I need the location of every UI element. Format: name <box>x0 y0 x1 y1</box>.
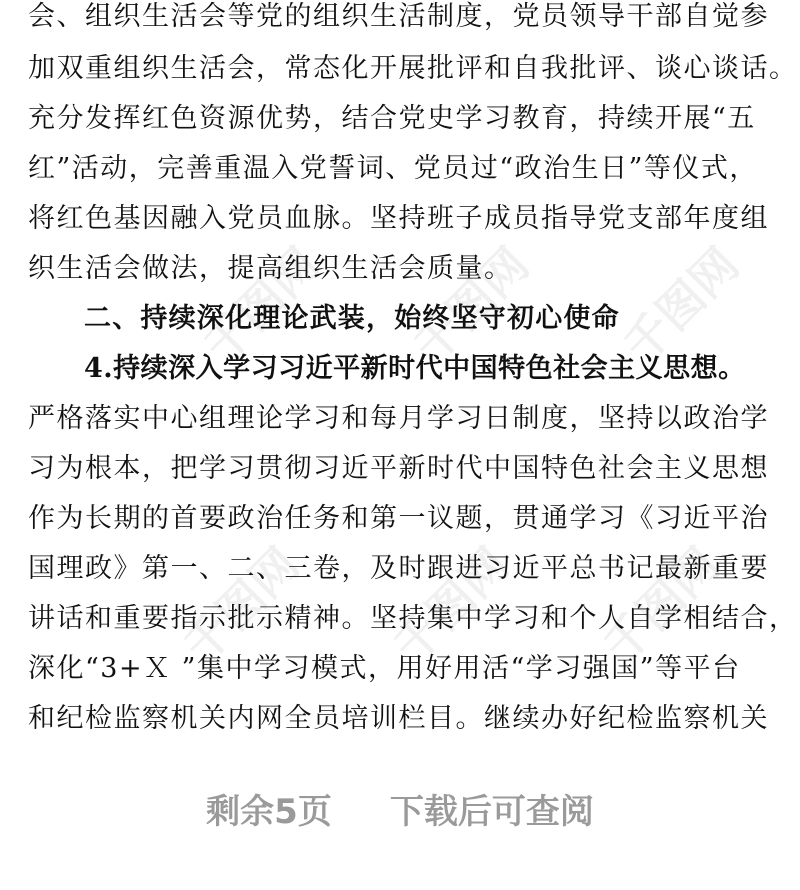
watermark: 千图网 <box>593 537 730 674</box>
download-hint-label[interactable]: 下载后可查阅 <box>389 792 594 832</box>
paragraph-line: 严格落实中心组理论学习和每月学习日制度，坚持以政治学 <box>28 403 769 434</box>
paragraph-line: 深化“3+Ｘ ”集中学习模式，用好用活“学习强国”等平台 <box>28 653 741 684</box>
paragraph-line: 习为根本，把学习贯彻习近平新时代中国特色社会主义思想 <box>28 453 769 484</box>
watermark: 千图网 <box>613 237 750 374</box>
watermark: 千图网 <box>403 237 540 374</box>
paragraph-line: 加双重组织生活会，常态化开展批评和自我批评、谈心谈话。 <box>28 53 798 84</box>
paragraph-line: 会、组织生活会等党的组织生活制度，党员领导干部自觉参 <box>28 1 769 32</box>
section-heading: 二、持续深化理论武装，始终坚守初心使命 <box>84 303 620 334</box>
watermark: 千图网 <box>193 237 330 374</box>
remaining-pages-label: 剩余5页 <box>206 792 332 832</box>
paragraph-line: 作为长期的首要政治任务和第一议题，贯通学习《习近平治 <box>28 503 769 534</box>
paragraph-line: 红”活动，完善重温入党誓词、党员过“政治生日”等仪式， <box>28 153 758 184</box>
paragraph-line: 将红色基因融入党员血脉。坚持班子成员指导党支部年度组 <box>28 203 769 234</box>
paragraph-line: 充分发挥红色资源优势，结合党史学习教育，持续开展“五 <box>28 103 756 134</box>
subsection-heading: 4.持续深入学习习近平新时代中国特色社会主义思想。 <box>84 353 746 384</box>
watermark: 千图网 <box>383 537 520 674</box>
paragraph-line: 和纪检监察机关内网全员培训栏目。继续办好纪检监察机关 <box>28 703 769 734</box>
paragraph-line: 织生活会做法，提高组织生活会质量。 <box>28 253 513 284</box>
paragraph-line: 国理政》第一、二、三卷，及时跟进习近平总书记最新重要 <box>28 553 769 584</box>
paragraph-line: 讲话和重要指示批示精神。坚持集中学习和个人自学相结合， <box>28 603 798 634</box>
download-prompt[interactable] <box>0 784 800 840</box>
watermark: 千图网 <box>173 537 310 674</box>
